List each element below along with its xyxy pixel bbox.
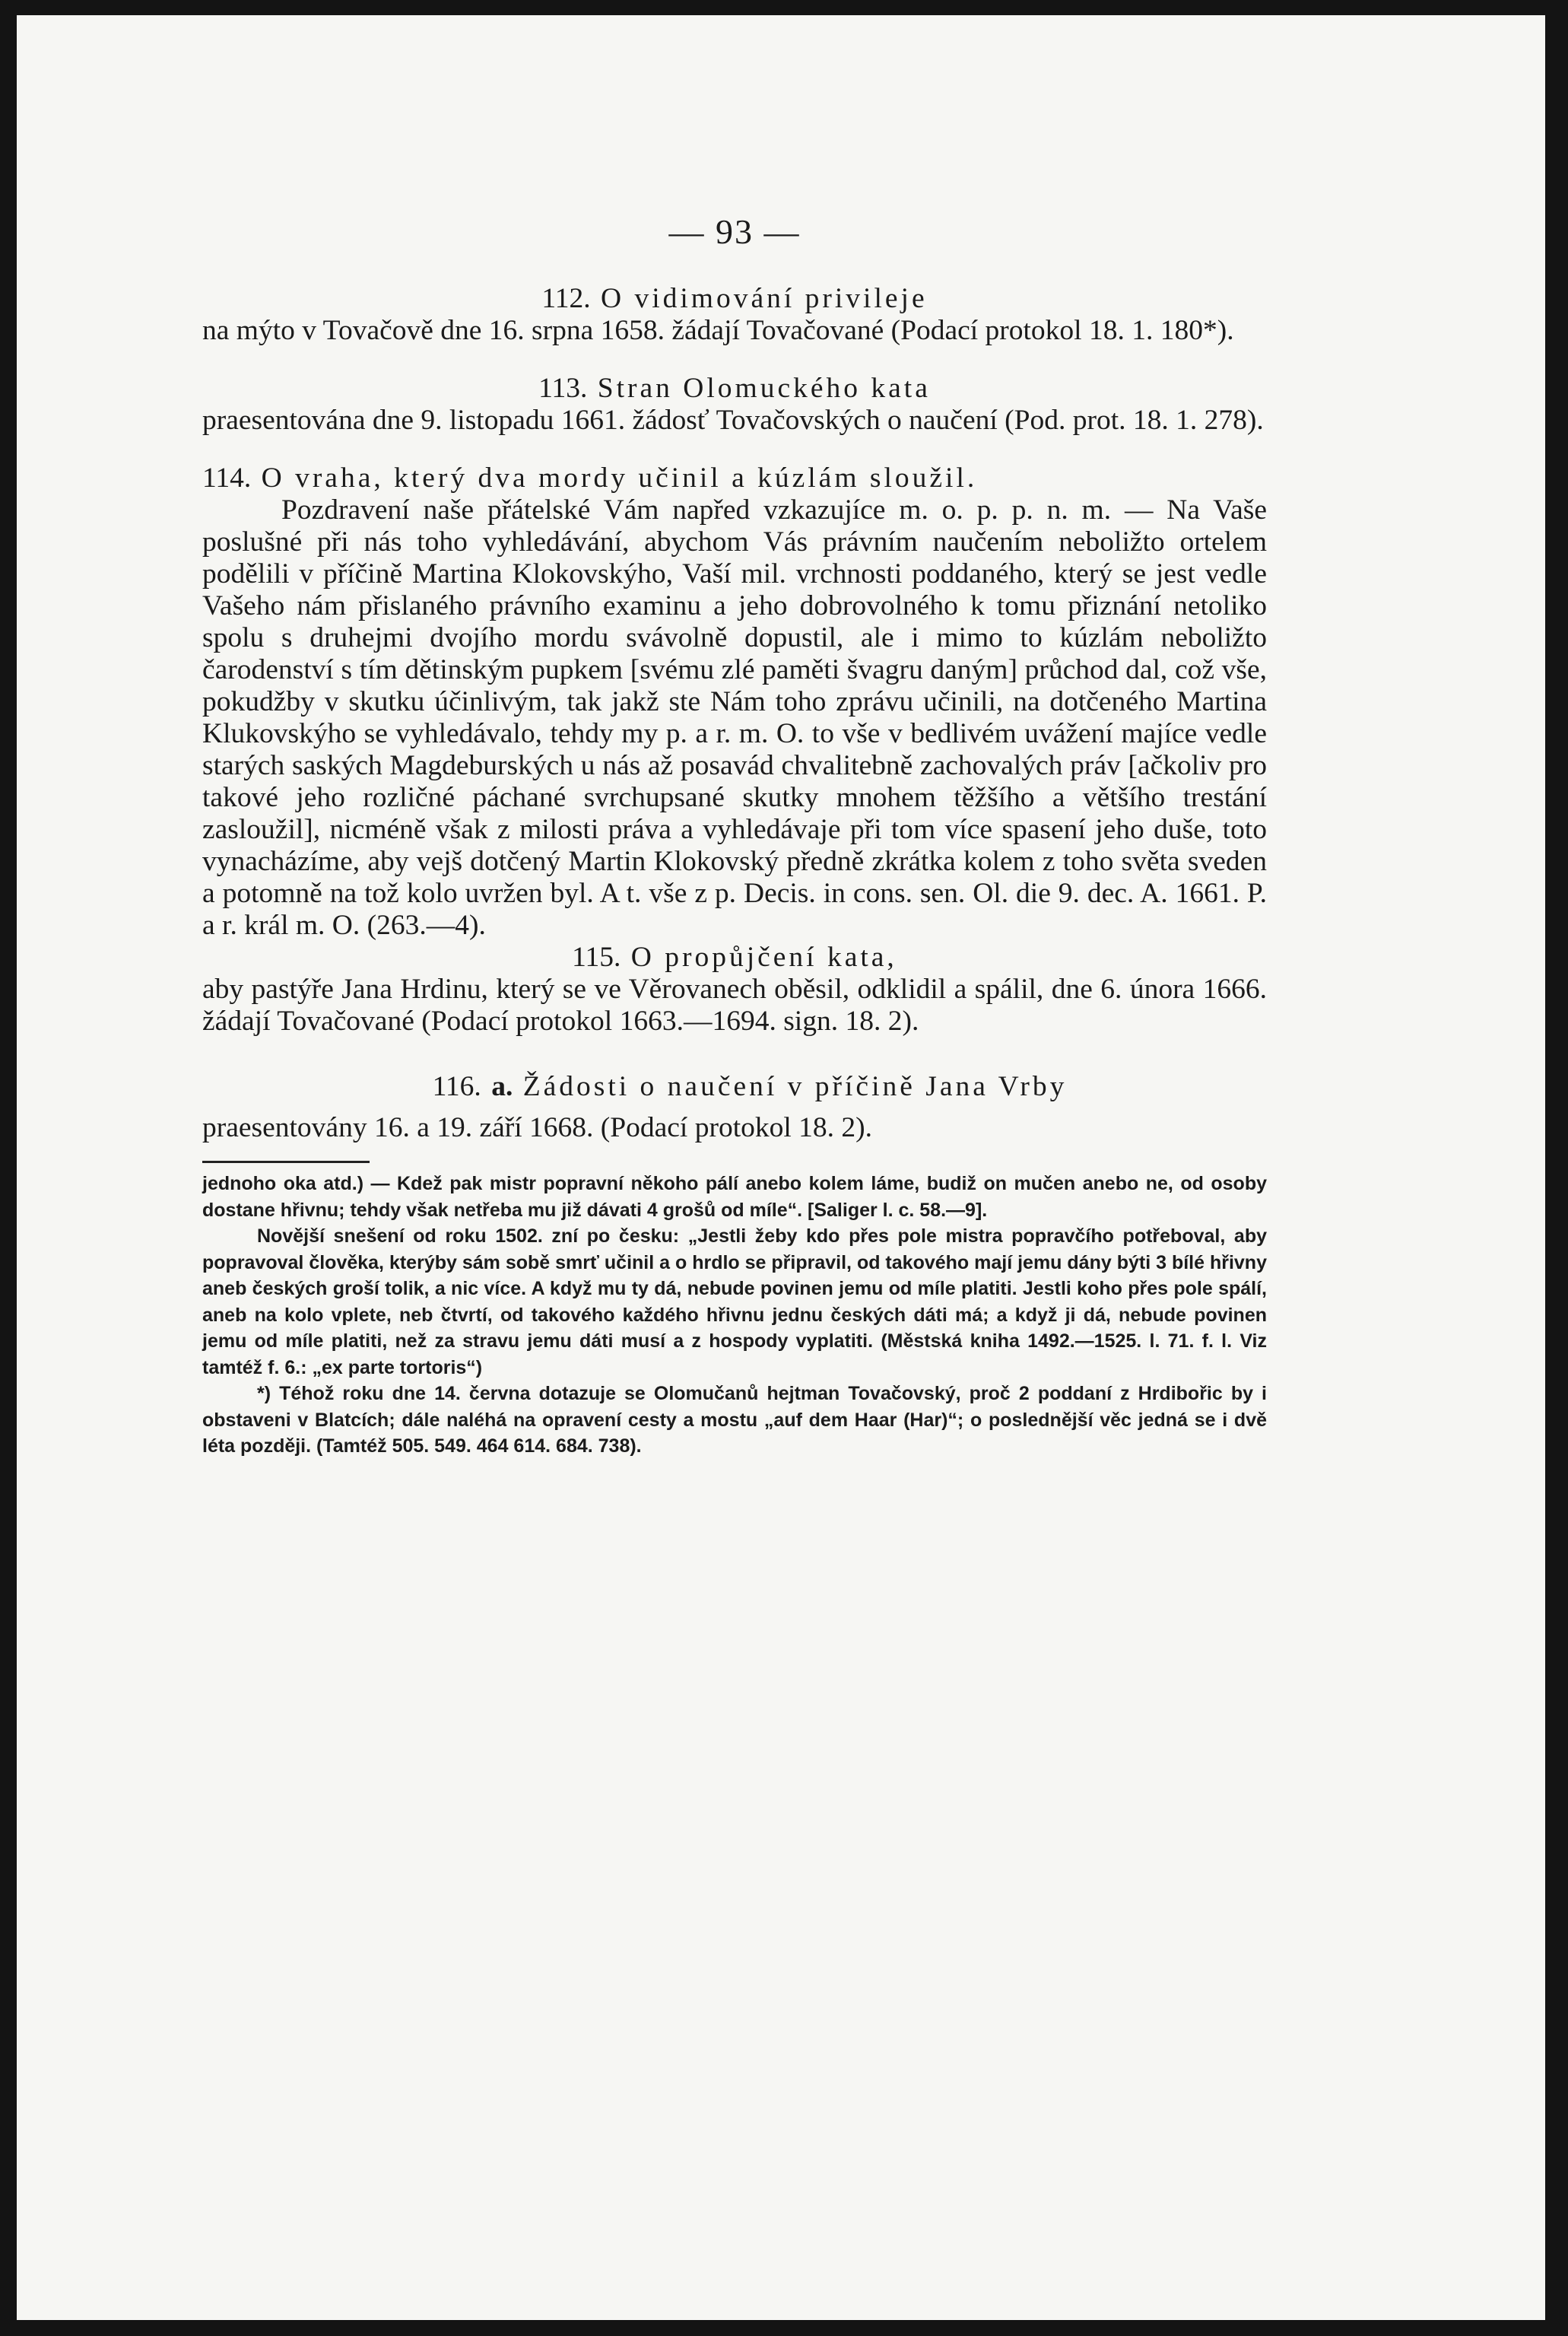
section-number: 114. <box>202 462 252 494</box>
section-title: Žádosti o naučení v příčině Jana Vrby <box>522 1071 1068 1102</box>
heading-112 <box>202 283 1267 315</box>
paragraph-116: praesentovány 16. a 19. září 1668. (Podací protokol 18. 2). <box>202 1112 873 1143</box>
paragraph-114: Pozdravení naše přátelské Vám napřed vzkazujíce m. o. p. p. n. m. — Na Vaše poslušné při nás toho vyhledávání, abychom Vás právním naučením neboližto ortelem podělili v příčině Martina Klokovskýho, Vaší mil. vrchnosti poddaného, který se jest vedle Vašeho nám přislaného právního examinu a jeho dobrovolného k tomu přiznání netoliko spolu s druhejmi dvojího mordu svávolně dopustil, ale i mimo to kúzlám neboližto čarodenství s tím dětinským pupkem [svému zlé paměti švagru daným] průchod dal, což vše, pokudžby v skutku účinlivým, tak jakž ste Nám toho zprávu učinili, na dotčeného Martina Klukovskýho se vyhledávalo, tehdy my p. a r. m. O. to vše v bedlivém uvážení majíce vedle starých saských Magdeburských u nás až posavád chvalitebně zachovalých práv [ačkoliv pro takové jeho rozličné páchané svrchupsané skutky mnohem těžšího a většího trestání zasloužil], nicméně však z milosti práva a vyhledávaje při tom více spasení jeho duše, toto vynacházíme, aby vejš dotčený Martin Klokovský předně zkrátka kolem z toho světa sveden a potomně na tož kolo uvržen byl. A t. vše z p. Decis. in cons. sen. Ol. die 9. dec. A. 1661. P. a r. král m. O. (263.—4). <box>202 494 1267 941</box>
paragraph-113: praesentována dne 9. listopadu 1661. žádosť Tovačovských o naučení (Pod. prot. 18. 1. 278). <box>202 405 1264 436</box>
section-title: O propůjčení kata, <box>630 942 897 973</box>
footnote-paragraph: Novější snešení od roku 1502. zní po česku: „Jestli žeby kdo přes pole mistra popravčího potřeboval, aby popravoval člověka, kterýby sám sobě smrť učinil a o hrdlo se připravil, od takového mají jemu dány býti 3 bílé hřivny aneb českých groší tolik, a nic více. A když mu ty dá, nebude povinen jemu od míle platiti. Jestli koho přes pole spálí, aneb na kolo vplete, neb čtvrtí, od takového každého hřivnu jednu českých dáti má; a když ji dá, nebude povinen jemu od míle platiti, než za stravu jemu dáti musí a z hospody vyplatiti. (Městská kniha 1492.—1525. l. 71. f. l. Viz tamtéž f. 6.: „ex parte tortoris“) <box>202 1225 1267 1378</box>
section-number: 113. <box>538 373 588 404</box>
heading-113 <box>202 373 1267 405</box>
heading-115 <box>202 942 1267 974</box>
section-title: Stran Olomuckého kata <box>597 373 931 404</box>
heading-114 <box>202 462 1267 494</box>
page-number: — 93 — <box>668 212 801 251</box>
section-number: 112. <box>541 283 591 314</box>
section-subletter: a. <box>491 1071 513 1102</box>
footnotes <box>202 1171 1267 1460</box>
section-title: O vidimování privileje <box>601 283 928 314</box>
section-number: 115. <box>572 942 621 973</box>
paragraph-115: aby pastýře Jana Hrdinu, který se ve Věrovanech oběsil, odklidil a spálil, dne 6. února 1666. žádají Tovačované (Podací protokol 1663.—1694. sign. 18. 2). <box>202 974 1267 1037</box>
book-page <box>17 15 1545 2320</box>
footnote-divider <box>202 1161 370 1163</box>
footnote-asterisk: *) Téhož roku dne 14. června dotazuje se Olomučanů hejtman Tovačovský, proč 2 poddaní z Hrdibořic by i obstaveni v Blatcích; dále naléhá na opravení cesty a mostu „auf dem Haar (Har)“; o poslednější věc jedná se i dvě léta později. (Tamtéž 505. 549. 464 614. 684. 738). <box>202 1383 1267 1457</box>
heading-116 <box>202 1071 1267 1103</box>
page-body <box>202 283 1267 1460</box>
section-title: O vraha, který dva mordy učinil a kúzlám sloužil. <box>261 462 978 494</box>
section-number: 116. <box>432 1071 481 1102</box>
paragraph-112: na mýto v Tovačově dne 16. srpna 1658. žádají Tovačované (Podací protokol 18. 1. 180*). <box>202 315 1234 346</box>
footnote-continuation: jednoho oka atd.) — Kdež pak mistr popravní někoho pálí anebo kolem láme, budiž on mučen anebo ne, od osoby dostane hřivnu; tehdy však netřeba mu již dávati 4 grošů od míle“. [Saliger l. c. 58.—9]. <box>202 1173 1267 1221</box>
